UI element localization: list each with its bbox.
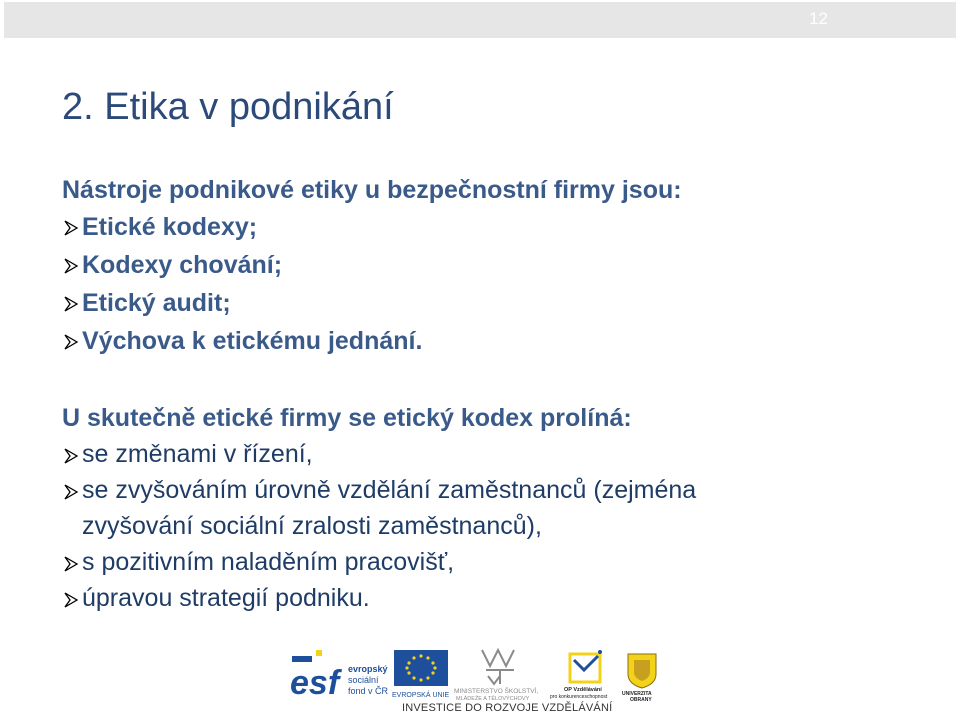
arrow-bullet-icon xyxy=(62,246,80,282)
integration-list xyxy=(62,436,696,616)
list-item-text: se zvyšováním úrovně vzdělání zaměstnanců (zejména xyxy=(82,476,697,504)
list-item xyxy=(62,322,682,360)
list-item-text: úpravou strategií podniku. xyxy=(82,584,370,612)
svg-text:OBRANY: OBRANY xyxy=(630,697,652,702)
list-item-text: Výchova k etickému jednání. xyxy=(82,327,423,355)
svg-text:sociální: sociální xyxy=(348,675,379,685)
svg-text:pro konkurenceschopnost: pro konkurenceschopnost xyxy=(550,694,608,700)
section-integration xyxy=(62,400,696,616)
list-item-text: Kodexy chování; xyxy=(82,251,283,279)
university-crest-logo xyxy=(620,646,664,702)
list-item xyxy=(62,580,696,616)
list-item-text-continued: zvyšování sociální zralosti zaměstnanců), xyxy=(82,512,542,540)
arrow-bullet-icon xyxy=(62,472,80,508)
eu-flag-logo xyxy=(392,648,452,700)
section-tools xyxy=(62,172,682,360)
svg-text:EVROPSKÁ UNIE: EVROPSKÁ UNIE xyxy=(392,692,450,699)
arrow-bullet-icon xyxy=(62,322,80,358)
page-number: 12 xyxy=(809,9,828,28)
list-item xyxy=(62,436,696,472)
list-item xyxy=(62,284,682,322)
op-vk-logo xyxy=(550,644,624,702)
svg-text:esf: esf xyxy=(290,664,340,700)
section-tools-heading: Nástroje podnikové etiky u bezpečnostní firmy jsou: xyxy=(62,176,682,204)
esf-logo xyxy=(290,650,390,700)
list-item-text: se změnami v řízení, xyxy=(82,440,313,468)
list-item-text: Etické kodexy; xyxy=(82,213,258,241)
arrow-bullet-icon xyxy=(62,284,80,320)
svg-text:UNIVERZITA: UNIVERZITA xyxy=(622,691,652,697)
list-item xyxy=(62,544,696,580)
msmt-logo xyxy=(454,644,546,702)
svg-text:MINISTERSTVO ŠKOLSTVÍ,: MINISTERSTVO ŠKOLSTVÍ, xyxy=(454,688,539,695)
list-item-text: Etický audit; xyxy=(82,289,231,317)
list-item xyxy=(62,472,696,544)
svg-text:OP Vzdělávání: OP Vzdělávání xyxy=(564,687,602,693)
arrow-bullet-icon xyxy=(62,208,80,244)
footer-caption: INVESTICE DO ROZVOJE VZDĚLÁVÁNÍ xyxy=(402,702,613,714)
arrow-bullet-icon xyxy=(62,580,80,616)
arrow-bullet-icon xyxy=(62,436,80,472)
svg-text:fond v ČR: fond v ČR xyxy=(348,686,389,696)
tools-list xyxy=(62,208,682,360)
page-number-area xyxy=(0,0,960,40)
arrow-bullet-icon xyxy=(62,544,80,580)
list-item xyxy=(62,246,682,284)
list-item-text: s pozitivním naladěním pracovišť, xyxy=(82,548,455,576)
svg-text:evropský: evropský xyxy=(348,664,388,674)
list-item xyxy=(62,208,682,246)
section-integration-heading: U skutečně etické firmy se etický kodex prolíná: xyxy=(62,404,632,432)
svg-text:MLÁDEŽE A TĚLOVÝCHOVY: MLÁDEŽE A TĚLOVÝCHOVY xyxy=(456,696,530,702)
slide-title: 2. Etika v podnikání xyxy=(62,86,394,128)
